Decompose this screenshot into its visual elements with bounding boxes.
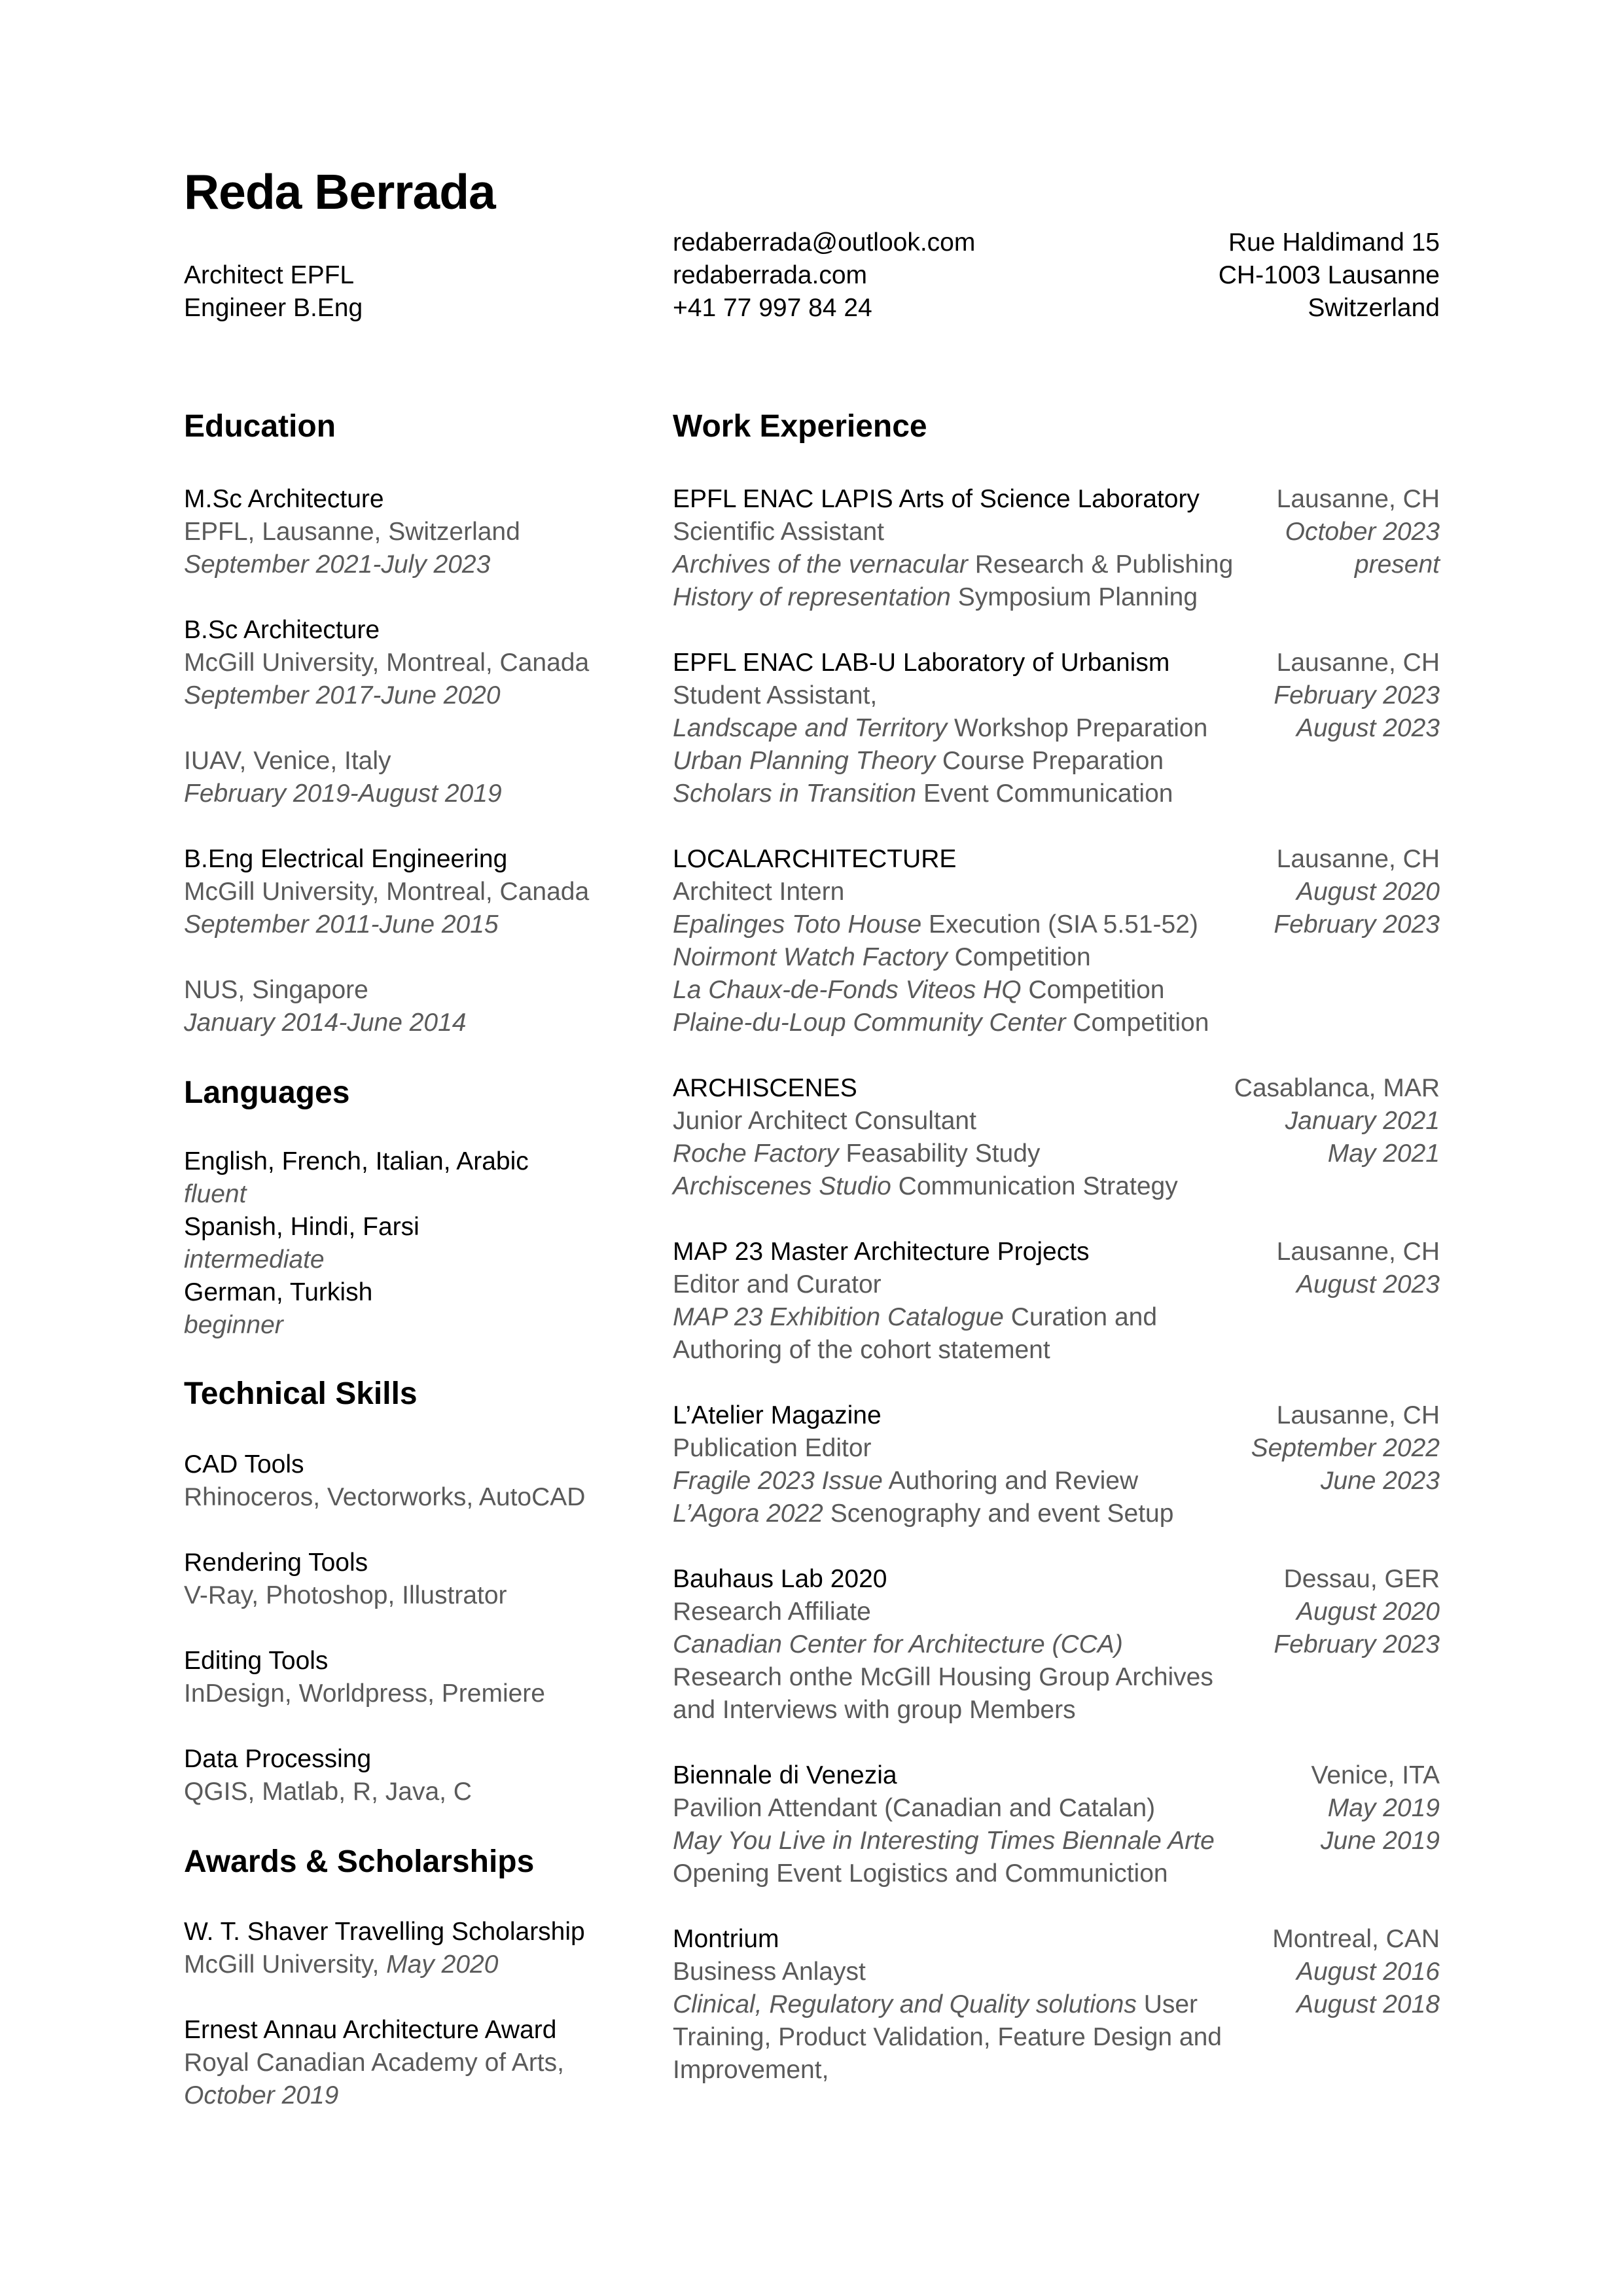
job-date: August 2023	[1296, 714, 1440, 742]
job-detail	[673, 1301, 1157, 1334]
job-detail	[673, 1988, 1222, 2021]
detail-project: May You Live in Interesting Times Biennale Arte	[673, 1827, 1215, 1855]
detail-task: User	[1136, 1990, 1198, 2018]
person-name: Reda Berrada	[184, 164, 495, 219]
skill-entry	[184, 1743, 472, 1808]
education-entry	[184, 614, 589, 712]
skill-name: Editing Tools	[184, 1647, 329, 1675]
detail-project: Roche Factory	[673, 1139, 839, 1168]
job-org: ARCHISCENES	[673, 1074, 857, 1102]
job-role: Junior Architect Consultant	[673, 1107, 976, 1135]
school: McGill University, Montreal, Canada	[184, 649, 590, 677]
job-detail	[673, 1007, 1209, 1039]
job-role: Scientific Assistant	[673, 518, 884, 546]
job-meta	[1272, 1923, 1440, 2021]
work-heading: Work Experience	[673, 409, 927, 444]
title-line: Architect EPFL	[184, 261, 355, 289]
detail-project: Urban Planning Theory	[673, 747, 936, 775]
detail-task: Competition	[1021, 976, 1165, 1004]
job-meta	[1277, 483, 1440, 581]
address-line: Rue Haldimand 15	[1228, 228, 1440, 257]
detail-project: Landscape and Territory	[673, 714, 948, 742]
detail-task: Workshop Preparation	[947, 714, 1208, 742]
degree: B.Sc Architecture	[184, 616, 380, 644]
job-date: August 2018	[1296, 1990, 1440, 2018]
job-org: Biennale di Venezia	[673, 1761, 897, 1789]
skill-name: Rendering Tools	[184, 1549, 368, 1577]
job-date: present	[1354, 550, 1440, 579]
award-name: W. T. Shaver Travelling Scholarship	[184, 1918, 585, 1946]
job-location: Venice, ITA	[1311, 1761, 1440, 1789]
job-detail	[673, 581, 1233, 614]
awards-heading: Awards & Scholarships	[184, 1844, 535, 1879]
detail-project: History of representation	[673, 583, 951, 611]
job-role: Architect Intern	[673, 878, 845, 906]
education-entry	[184, 843, 589, 941]
job-org: EPFL ENAC LAB-U Laboratory of Urbanism	[673, 649, 1170, 677]
detail-task: Competition	[1065, 1009, 1209, 1037]
job-date: February 2023	[1274, 681, 1440, 709]
job-detail	[673, 1498, 1173, 1530]
job-detail	[673, 778, 1207, 810]
contact-block	[673, 226, 975, 325]
title-line: Engineer B.Eng	[184, 294, 363, 322]
detail-task: Training, Product Validation, Feature Design and	[673, 2023, 1222, 2051]
school: NUS, Singapore	[184, 976, 368, 1004]
job-role: Editor and Curator	[673, 1270, 882, 1299]
job-role: Research Affiliate	[673, 1598, 871, 1626]
job-meta	[1234, 1072, 1440, 1170]
detail-task: Feasability Study	[838, 1139, 1041, 1168]
job-location: Casablanca, MAR	[1234, 1074, 1440, 1102]
job-detail	[673, 1694, 1213, 1727]
job-date: February 2023	[1274, 1630, 1440, 1659]
detail-task: Scenography and event Setup	[823, 1499, 1174, 1528]
professional-titles	[184, 259, 363, 325]
job-meta	[1274, 647, 1440, 745]
job-detail	[673, 2021, 1222, 2054]
job-detail	[673, 712, 1207, 745]
work-entry	[673, 1759, 1215, 1890]
skill-name: CAD Tools	[184, 1450, 304, 1479]
job-location: Lausanne, CH	[1276, 1401, 1440, 1429]
language-names: German, Turkish	[184, 1278, 373, 1306]
award-entry	[184, 2014, 564, 2112]
detail-project: Canadian Center for Architecture (CCA)	[673, 1630, 1123, 1659]
work-entry	[673, 843, 1209, 1039]
job-detail	[673, 974, 1209, 1007]
detail-task: Event Communication	[916, 780, 1173, 808]
award-date: October 2019	[184, 2081, 339, 2109]
language-names: Spanish, Hindi, Farsi	[184, 1213, 419, 1241]
detail-project: Fragile 2023 Issue	[673, 1467, 883, 1495]
job-date: August 2023	[1296, 1270, 1440, 1299]
job-org: EPFL ENAC LAPIS Arts of Science Laboratory	[673, 485, 1200, 513]
languages-list	[184, 1145, 529, 1342]
job-meta	[1274, 1563, 1440, 1661]
detail-project: L’Agora 2022	[673, 1499, 823, 1528]
job-date: August 2020	[1296, 878, 1440, 906]
detail-project: Epalinges Toto House	[673, 910, 922, 939]
detail-project: La Chaux-de-Fonds Viteos HQ	[673, 976, 1022, 1004]
job-date: June 2023	[1320, 1467, 1440, 1495]
skill-entry	[184, 1547, 507, 1612]
job-location: Lausanne, CH	[1276, 649, 1440, 677]
award-org: McGill University,	[184, 1950, 387, 1979]
job-org: Montrium	[673, 1925, 779, 1953]
skill-tools: V-Ray, Photoshop, Illustrator	[184, 1581, 507, 1609]
job-org: Bauhaus Lab 2020	[673, 1565, 887, 1593]
work-entry	[673, 1563, 1213, 1727]
job-date: September 2022	[1251, 1434, 1440, 1462]
detail-task: Authoring and Review	[882, 1467, 1139, 1495]
degree: B.Eng Electrical Engineering	[184, 845, 508, 873]
website-link[interactable]: redaberrada.com	[673, 261, 867, 289]
education-heading: Education	[184, 409, 336, 444]
detail-task: Execution (SIA 5.51-52)	[921, 910, 1198, 939]
language-level: intermediate	[184, 1246, 325, 1274]
job-detail	[673, 2054, 1222, 2087]
detail-task: Course Preparation	[935, 747, 1164, 775]
award-org: Royal Canadian Academy of Arts,	[184, 2049, 564, 2077]
detail-project: Archives of the vernacular	[673, 550, 968, 579]
work-entry	[673, 483, 1233, 614]
dates: September 2017-June 2020	[184, 681, 501, 709]
award-org-line	[184, 1948, 585, 1981]
job-org: LOCALARCHITECTURE	[673, 845, 957, 873]
job-detail	[673, 1661, 1213, 1694]
job-detail	[673, 1170, 1178, 1203]
skill-tools: InDesign, Worldpress, Premiere	[184, 1679, 545, 1708]
detail-project: MAP 23 Exhibition Catalogue	[673, 1303, 1004, 1331]
detail-task: Opening Event Logistics and Communiction	[673, 1859, 1168, 1888]
job-detail	[673, 908, 1209, 941]
job-role: Pavilion Attendant (Canadian and Catalan)	[673, 1794, 1156, 1822]
detail-task: Research onthe McGill Housing Group Archives	[673, 1663, 1213, 1691]
job-detail	[673, 1138, 1178, 1170]
job-detail	[673, 1465, 1173, 1498]
school: McGill University, Montreal, Canada	[184, 878, 590, 906]
school: IUAV, Venice, Italy	[184, 747, 391, 775]
job-role: Business Anlayst	[673, 1958, 866, 1986]
work-entry	[673, 647, 1207, 810]
detail-project: Archiscenes Studio	[673, 1172, 891, 1200]
job-date: August 2020	[1296, 1598, 1440, 1626]
job-date: May 2019	[1327, 1794, 1440, 1822]
school: EPFL, Lausanne, Switzerland	[184, 518, 520, 546]
job-location: Lausanne, CH	[1276, 1238, 1440, 1266]
work-entry	[673, 1399, 1173, 1530]
job-detail	[673, 1628, 1213, 1661]
detail-project: Scholars in Transition	[673, 780, 917, 808]
skill-entry	[184, 1645, 545, 1710]
work-entry	[673, 1923, 1222, 2087]
skills-heading: Technical Skills	[184, 1376, 418, 1411]
address-line: Switzerland	[1308, 294, 1440, 322]
education-entry	[184, 974, 467, 1039]
job-date: June 2019	[1320, 1827, 1440, 1855]
job-location: Montreal, CAN	[1272, 1925, 1440, 1953]
detail-task: Authoring of the cohort statement	[673, 1336, 1050, 1364]
email-link[interactable]: redaberrada@outlook.com	[673, 228, 976, 257]
job-location: Lausanne, CH	[1276, 845, 1440, 873]
dates: February 2019-August 2019	[184, 780, 502, 808]
detail-task: Research & Publishing	[967, 550, 1234, 579]
work-entry	[673, 1072, 1178, 1203]
language-level: fluent	[184, 1180, 247, 1208]
job-org: MAP 23 Master Architecture Projects	[673, 1238, 1090, 1266]
languages-heading: Languages	[184, 1075, 350, 1110]
language-names: English, French, Italian, Arabic	[184, 1147, 529, 1175]
address-line: CH-1003 Lausanne	[1218, 261, 1440, 289]
job-detail	[673, 745, 1207, 778]
job-detail	[673, 1857, 1215, 1890]
skill-tools: Rhinoceros, Vectorworks, AutoCAD	[184, 1483, 586, 1511]
detail-task: Competition	[947, 943, 1091, 971]
work-entry	[673, 1236, 1157, 1367]
job-role: Publication Editor	[673, 1434, 872, 1462]
award-name: Ernest Annau Architecture Award	[184, 2016, 557, 2044]
detail-project: Noirmont Watch Factory	[673, 943, 948, 971]
award-date: May 2020	[386, 1950, 499, 1979]
skill-tools: QGIS, Matlab, R, Java, C	[184, 1778, 472, 1806]
job-date: October 2023	[1285, 518, 1440, 546]
detail-task: Symposium Planning	[950, 583, 1198, 611]
education-entry	[184, 745, 502, 810]
dates: January 2014-June 2014	[184, 1009, 467, 1037]
degree: M.Sc Architecture	[184, 485, 384, 513]
job-meta	[1277, 1236, 1440, 1301]
job-location: Dessau, GER	[1283, 1565, 1440, 1593]
phone-number: +41 77 997 84 24	[673, 294, 872, 322]
job-org: L’Atelier Magazine	[673, 1401, 882, 1429]
language-level: beginner	[184, 1311, 283, 1339]
dates: September 2011-June 2015	[184, 910, 499, 939]
skill-name: Data Processing	[184, 1745, 372, 1773]
job-detail	[673, 548, 1233, 581]
detail-task: and Interviews with group Members	[673, 1696, 1076, 1724]
job-detail	[673, 1825, 1215, 1857]
skill-entry	[184, 1448, 585, 1514]
job-location: Lausanne, CH	[1276, 485, 1440, 513]
address-block	[1219, 226, 1440, 325]
detail-task: Improvement,	[673, 2056, 829, 2084]
job-detail	[673, 941, 1209, 974]
award-entry	[184, 1916, 585, 1981]
job-meta	[1311, 1759, 1440, 1857]
job-date: May 2021	[1327, 1139, 1440, 1168]
job-role: Student Assistant,	[673, 681, 878, 709]
detail-project: Clinical, Regulatory and Quality solutions	[673, 1990, 1137, 2018]
detail-task: Communication Strategy	[891, 1172, 1178, 1200]
education-entry	[184, 483, 520, 581]
job-meta	[1274, 843, 1440, 941]
job-date: February 2023	[1274, 910, 1440, 939]
job-detail	[673, 1334, 1157, 1367]
job-date: January 2021	[1285, 1107, 1440, 1135]
dates: September 2021-July 2023	[184, 550, 491, 579]
detail-project: Plaine-du-Loup Community Center	[673, 1009, 1066, 1037]
job-meta	[1251, 1399, 1440, 1498]
detail-task: Curation and	[1003, 1303, 1158, 1331]
job-date: August 2016	[1296, 1958, 1440, 1986]
